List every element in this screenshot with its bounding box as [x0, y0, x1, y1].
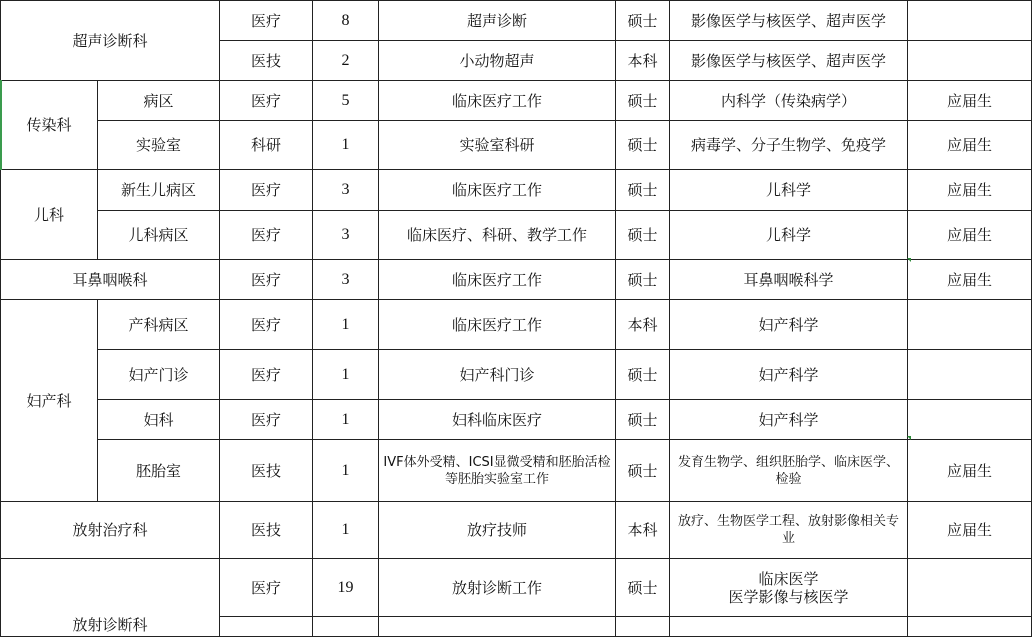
empty-cell[interactable] — [908, 617, 1032, 637]
note-cell[interactable] — [908, 559, 1032, 617]
subdept-cell[interactable]: 实验室 — [98, 121, 220, 170]
subdept-cell[interactable]: 产科病区 — [98, 300, 220, 350]
dept-cell[interactable]: 放射治疗科 — [1, 502, 220, 559]
dept-cell[interactable]: 放射诊断科 — [1, 559, 220, 637]
empty-cell[interactable] — [220, 617, 313, 637]
major-cell[interactable]: 发育生物学、组织胚胎学、临床医学、检验 — [670, 440, 908, 502]
count-cell[interactable]: 1 — [313, 440, 379, 502]
type-cell[interactable]: 医技 — [220, 502, 313, 559]
position-cell[interactable]: 妇科临床医疗 — [379, 400, 616, 440]
table-row — [1, 300, 1032, 350]
type-cell[interactable]: 医疗 — [220, 81, 313, 121]
note-cell[interactable] — [908, 41, 1032, 81]
count-cell[interactable]: 1 — [313, 300, 379, 350]
count-cell[interactable]: 1 — [313, 400, 379, 440]
degree-cell[interactable]: 本科 — [616, 41, 670, 81]
type-cell[interactable]: 医疗 — [220, 350, 313, 400]
type-cell[interactable]: 医技 — [220, 440, 313, 502]
position-cell[interactable]: 临床医疗工作 — [379, 260, 616, 300]
comment-marker-icon — [907, 258, 911, 262]
note-cell[interactable]: 应届生 — [908, 121, 1032, 170]
type-cell[interactable]: 医技 — [220, 41, 313, 81]
major-cell[interactable]: 病毒学、分子生物学、免疫学 — [670, 121, 908, 170]
major-line: 临床医学 — [758, 569, 819, 588]
type-cell[interactable]: 医疗 — [220, 400, 313, 440]
position-cell[interactable]: 超声诊断 — [379, 1, 616, 41]
note-cell[interactable]: 应届生 — [908, 211, 1032, 260]
empty-cell[interactable] — [379, 617, 616, 637]
dept-cell[interactable]: 妇产科 — [1, 300, 98, 502]
degree-cell[interactable]: 硕士 — [616, 400, 670, 440]
dept-cell[interactable]: 耳鼻咽喉科 — [1, 260, 220, 300]
table-row — [1, 502, 1032, 559]
degree-cell[interactable]: 硕士 — [616, 121, 670, 170]
empty-cell[interactable] — [616, 617, 670, 637]
subdept-cell[interactable]: 新生儿病区 — [98, 170, 220, 211]
count-cell[interactable]: 1 — [313, 121, 379, 170]
count-cell[interactable]: 19 — [313, 559, 379, 617]
subdept-cell[interactable]: 妇产门诊 — [98, 350, 220, 400]
major-line: 医学影像与核医学 — [728, 587, 849, 606]
count-cell[interactable]: 5 — [313, 81, 379, 121]
count-cell[interactable]: 8 — [313, 1, 379, 41]
major-cell[interactable]: 妇产科学 — [670, 350, 908, 400]
major-cell[interactable]: 影像医学与核医学、超声医学 — [670, 1, 908, 41]
major-cell[interactable]: 耳鼻咽喉科学 — [670, 260, 908, 300]
empty-cell[interactable] — [313, 617, 379, 637]
degree-cell[interactable]: 硕士 — [616, 1, 670, 41]
table-row — [1, 440, 1032, 502]
position-cell[interactable]: 临床医疗工作 — [379, 170, 616, 211]
table-row — [1, 121, 1032, 170]
table-row — [1, 260, 1032, 300]
count-cell[interactable]: 1 — [313, 502, 379, 559]
degree-cell[interactable]: 硕士 — [616, 81, 670, 121]
degree-cell[interactable]: 本科 — [616, 502, 670, 559]
note-cell[interactable]: 应届生 — [908, 81, 1032, 121]
table-row — [1, 350, 1032, 400]
note-cell[interactable] — [908, 400, 1032, 440]
count-cell[interactable]: 2 — [313, 41, 379, 81]
degree-cell[interactable]: 硕士 — [616, 440, 670, 502]
subdept-cell[interactable]: 儿科病区 — [98, 211, 220, 260]
note-cell[interactable]: 应届生 — [908, 502, 1032, 559]
subdept-cell[interactable]: 胚胎室 — [98, 440, 220, 502]
count-cell[interactable]: 3 — [313, 170, 379, 211]
table-row — [1, 1, 1032, 41]
major-cell[interactable] — [670, 559, 908, 617]
major-cell[interactable]: 儿科学 — [670, 170, 908, 211]
type-cell[interactable]: 医疗 — [220, 211, 313, 260]
position-cell[interactable]: 放疗技师 — [379, 502, 616, 559]
table-row — [1, 400, 1032, 440]
table-row — [1, 81, 1032, 121]
position-cell[interactable]: 临床医疗、科研、教学工作 — [379, 211, 616, 260]
count-cell[interactable]: 3 — [313, 260, 379, 300]
degree-cell[interactable]: 硕士 — [616, 559, 670, 617]
position-cell[interactable]: 小动物超声 — [379, 41, 616, 81]
major-cell[interactable]: 内科学（传染病学） — [670, 81, 908, 121]
dept-cell[interactable]: 超声诊断科 — [1, 1, 220, 81]
count-cell[interactable]: 3 — [313, 211, 379, 260]
degree-cell[interactable]: 硕士 — [616, 350, 670, 400]
position-cell[interactable]: 妇产科门诊 — [379, 350, 616, 400]
position-cell[interactable]: 临床医疗工作 — [379, 81, 616, 121]
table-row — [1, 170, 1032, 211]
note-cell[interactable]: 应届生 — [908, 260, 1032, 300]
note-cell[interactable] — [908, 350, 1032, 400]
note-cell[interactable] — [908, 1, 1032, 41]
dept-cell[interactable]: 儿科 — [1, 170, 98, 260]
major-cell[interactable]: 影像医学与核医学、超声医学 — [670, 41, 908, 81]
major-cell[interactable]: 儿科学 — [670, 211, 908, 260]
note-cell[interactable] — [908, 300, 1032, 350]
position-cell[interactable]: 放射诊断工作 — [379, 559, 616, 617]
subdept-cell[interactable]: 妇科 — [98, 400, 220, 440]
position-cell[interactable]: 实验室科研 — [379, 121, 616, 170]
table-row — [1, 211, 1032, 260]
note-cell[interactable]: 应届生 — [908, 170, 1032, 211]
type-cell[interactable]: 医疗 — [220, 1, 313, 41]
comment-marker-icon — [907, 436, 911, 440]
type-cell[interactable]: 医疗 — [220, 260, 313, 300]
major-cell[interactable]: 妇产科学 — [670, 300, 908, 350]
type-cell[interactable]: 科研 — [220, 121, 313, 170]
position-cell[interactable]: 临床医疗工作 — [379, 300, 616, 350]
major-cell[interactable]: 放疗、生物医学工程、放射影像相关专业 — [670, 502, 908, 559]
position-cell[interactable]: IVF体外受精、ICSI显微受精和胚胎活检等胚胎实验室工作 — [379, 440, 616, 502]
type-cell[interactable]: 医疗 — [220, 559, 313, 617]
major-cell[interactable]: 妇产科学 — [670, 400, 908, 440]
degree-cell[interactable]: 硕士 — [616, 260, 670, 300]
note-cell[interactable]: 应届生 — [908, 440, 1032, 502]
subdept-cell[interactable]: 病区 — [98, 81, 220, 121]
degree-cell[interactable]: 硕士 — [616, 211, 670, 260]
count-cell[interactable]: 1 — [313, 350, 379, 400]
selection-edge — [0, 80, 2, 170]
degree-cell[interactable]: 本科 — [616, 300, 670, 350]
type-cell[interactable]: 医疗 — [220, 300, 313, 350]
type-cell[interactable]: 医疗 — [220, 170, 313, 211]
degree-cell[interactable]: 硕士 — [616, 170, 670, 211]
dept-cell[interactable]: 传染科 — [1, 81, 98, 170]
empty-cell[interactable] — [670, 617, 908, 637]
table-row — [1, 559, 1032, 617]
